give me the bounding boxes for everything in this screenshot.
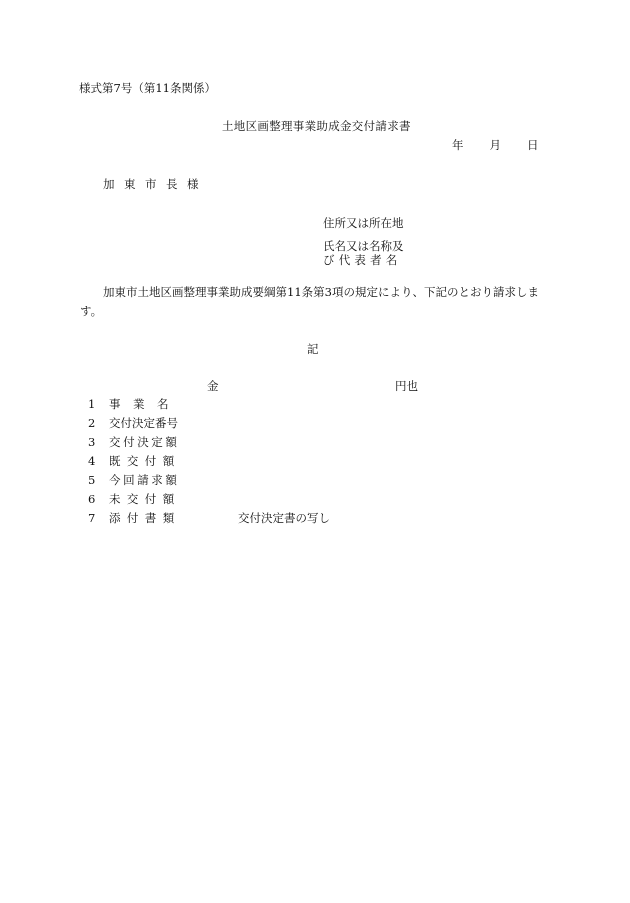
item-number: 1: [88, 397, 96, 411]
date-line: [452, 138, 539, 152]
amount-suffix: 円也: [395, 379, 418, 393]
item-number: 2: [88, 416, 96, 430]
date-day-label: 日: [527, 138, 539, 152]
sender-address-label: 住所又は所在地: [323, 216, 404, 230]
sender-block: [323, 216, 404, 267]
item-value: 交付決定書の写し: [238, 511, 330, 525]
sender-name-label-line1: 氏名又は名称及: [323, 239, 404, 253]
item-label: 交付決定額: [109, 435, 180, 449]
item-number: 7: [88, 511, 96, 525]
item-number: 4: [88, 454, 96, 468]
item-label: 添付書類: [109, 511, 181, 525]
date-month-label: 月: [489, 138, 501, 152]
date-year-label: 年: [452, 138, 464, 152]
item-number: 3: [88, 435, 96, 449]
item-label: 事業名: [109, 397, 181, 411]
item-number: 5: [88, 473, 96, 487]
item-label: 今回請求額: [109, 473, 180, 487]
form-number: 様式第7号（第11条関係）: [79, 81, 216, 95]
item-label: 既交付額: [109, 454, 181, 468]
request-body-text: 加東市土地区画整理事業助成要綱第11条第3項の規定により、下記のとおり請求します。: [80, 285, 539, 318]
amount-prefix: 金: [207, 379, 219, 393]
ki-heading: 記: [307, 342, 319, 356]
addressee: 加東市長様: [103, 177, 208, 191]
document-title: 土地区画整理事業助成金交付請求書: [222, 119, 411, 133]
item-label: 交付決定番号: [109, 416, 178, 430]
sender-name-label-line2: び代表者名: [323, 253, 402, 267]
item-label: 未交付額: [109, 492, 181, 506]
item-number: 6: [88, 492, 96, 506]
